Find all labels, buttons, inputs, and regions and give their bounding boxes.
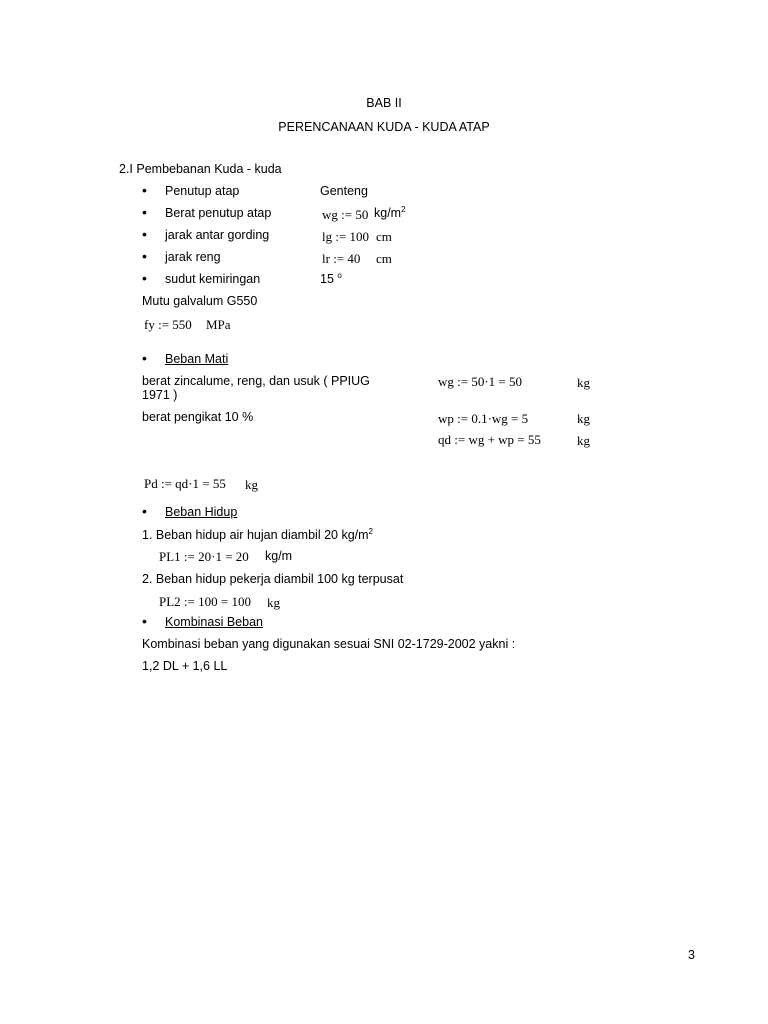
fy-expression: fy := 550 xyxy=(144,317,192,332)
bullet-icon: • xyxy=(142,248,147,264)
param-label: sudut kemiringan xyxy=(165,272,261,286)
pl2-unit: kg xyxy=(267,595,280,610)
dead-load-desc-cont: 1971 ) xyxy=(142,388,178,402)
param-unit: cm xyxy=(376,229,392,244)
fy-unit: MPa xyxy=(206,317,231,332)
pd-unit: kg xyxy=(245,477,258,492)
live-load-item-2: 2. Beban hidup pekerja diambil 100 kg terpusat xyxy=(142,572,404,586)
dead-load-total-unit: kg xyxy=(577,433,590,448)
pl1-unit: kg/m xyxy=(265,549,293,563)
param-label: jarak reng xyxy=(165,250,221,264)
bullet-icon: • xyxy=(142,226,147,242)
material-grade: Mutu galvalum G550 xyxy=(142,294,258,308)
param-value: lg := 100 xyxy=(322,229,370,244)
live-load-item-1: 1. Beban hidup air hujan diambil 20 $kg/m^2$ xyxy=(142,527,373,542)
param-label: Berat penutup atap xyxy=(165,206,272,220)
dead-load-expression: wp := 0.1·wg = 5 xyxy=(438,411,529,426)
dead-load-unit: kg xyxy=(577,375,590,390)
bullet-icon: • xyxy=(142,182,147,198)
param-unit: cm xyxy=(376,251,392,266)
bullet-icon: • xyxy=(142,350,147,366)
bullet-icon: • xyxy=(142,503,147,519)
dead-load-unit: kg xyxy=(577,411,590,426)
param-value: Genteng xyxy=(320,184,368,198)
pl2-expression: PL2 := 100 = 100 xyxy=(159,594,251,609)
dead-load-expression: wg := 50·1 = 50 xyxy=(438,374,522,389)
dead-load-desc: berat pengikat 10 % xyxy=(142,410,254,424)
bullet-icon: • xyxy=(142,270,147,286)
kombinasi-formula: 1,2 DL + 1,6 LL xyxy=(142,659,228,673)
param-label: jarak antar gording xyxy=(165,228,270,242)
beban-hidup-heading: Beban Hidup xyxy=(165,505,238,519)
pl1-expression: PL1 := 20·1 = 20 xyxy=(159,549,249,564)
kombinasi-text: Kombinasi beban yang digunakan sesuai SNI 02-1729-2002 yakni : xyxy=(142,637,516,651)
bullet-icon: • xyxy=(142,204,147,220)
param-value: lr := 40 xyxy=(322,251,361,266)
dead-load-desc: berat zincalume, reng, dan usuk ( PPIUG xyxy=(142,374,370,388)
dead-load-total-expression: qd := wg + wp = 55 xyxy=(438,432,541,447)
pd-expression: Pd := qd·1 = 55 xyxy=(144,476,226,491)
chapter-heading: BAB II xyxy=(366,96,402,110)
param-value: 15 $^o$ xyxy=(320,271,342,286)
bullet-icon: • xyxy=(142,613,147,629)
kombinasi-heading: Kombinasi Beban xyxy=(165,615,263,629)
param-value: wg := 50 xyxy=(322,207,369,222)
section-heading: 2.I Pembebanan Kuda - kuda xyxy=(119,162,282,176)
param-unit: $kg/m^2$ xyxy=(374,205,406,220)
page-number: 3 xyxy=(688,948,695,962)
document-title: PERENCANAAN KUDA - KUDA ATAP xyxy=(278,120,490,134)
beban-mati-heading: Beban Mati xyxy=(165,352,229,366)
param-label: Penutup atap xyxy=(165,184,240,198)
